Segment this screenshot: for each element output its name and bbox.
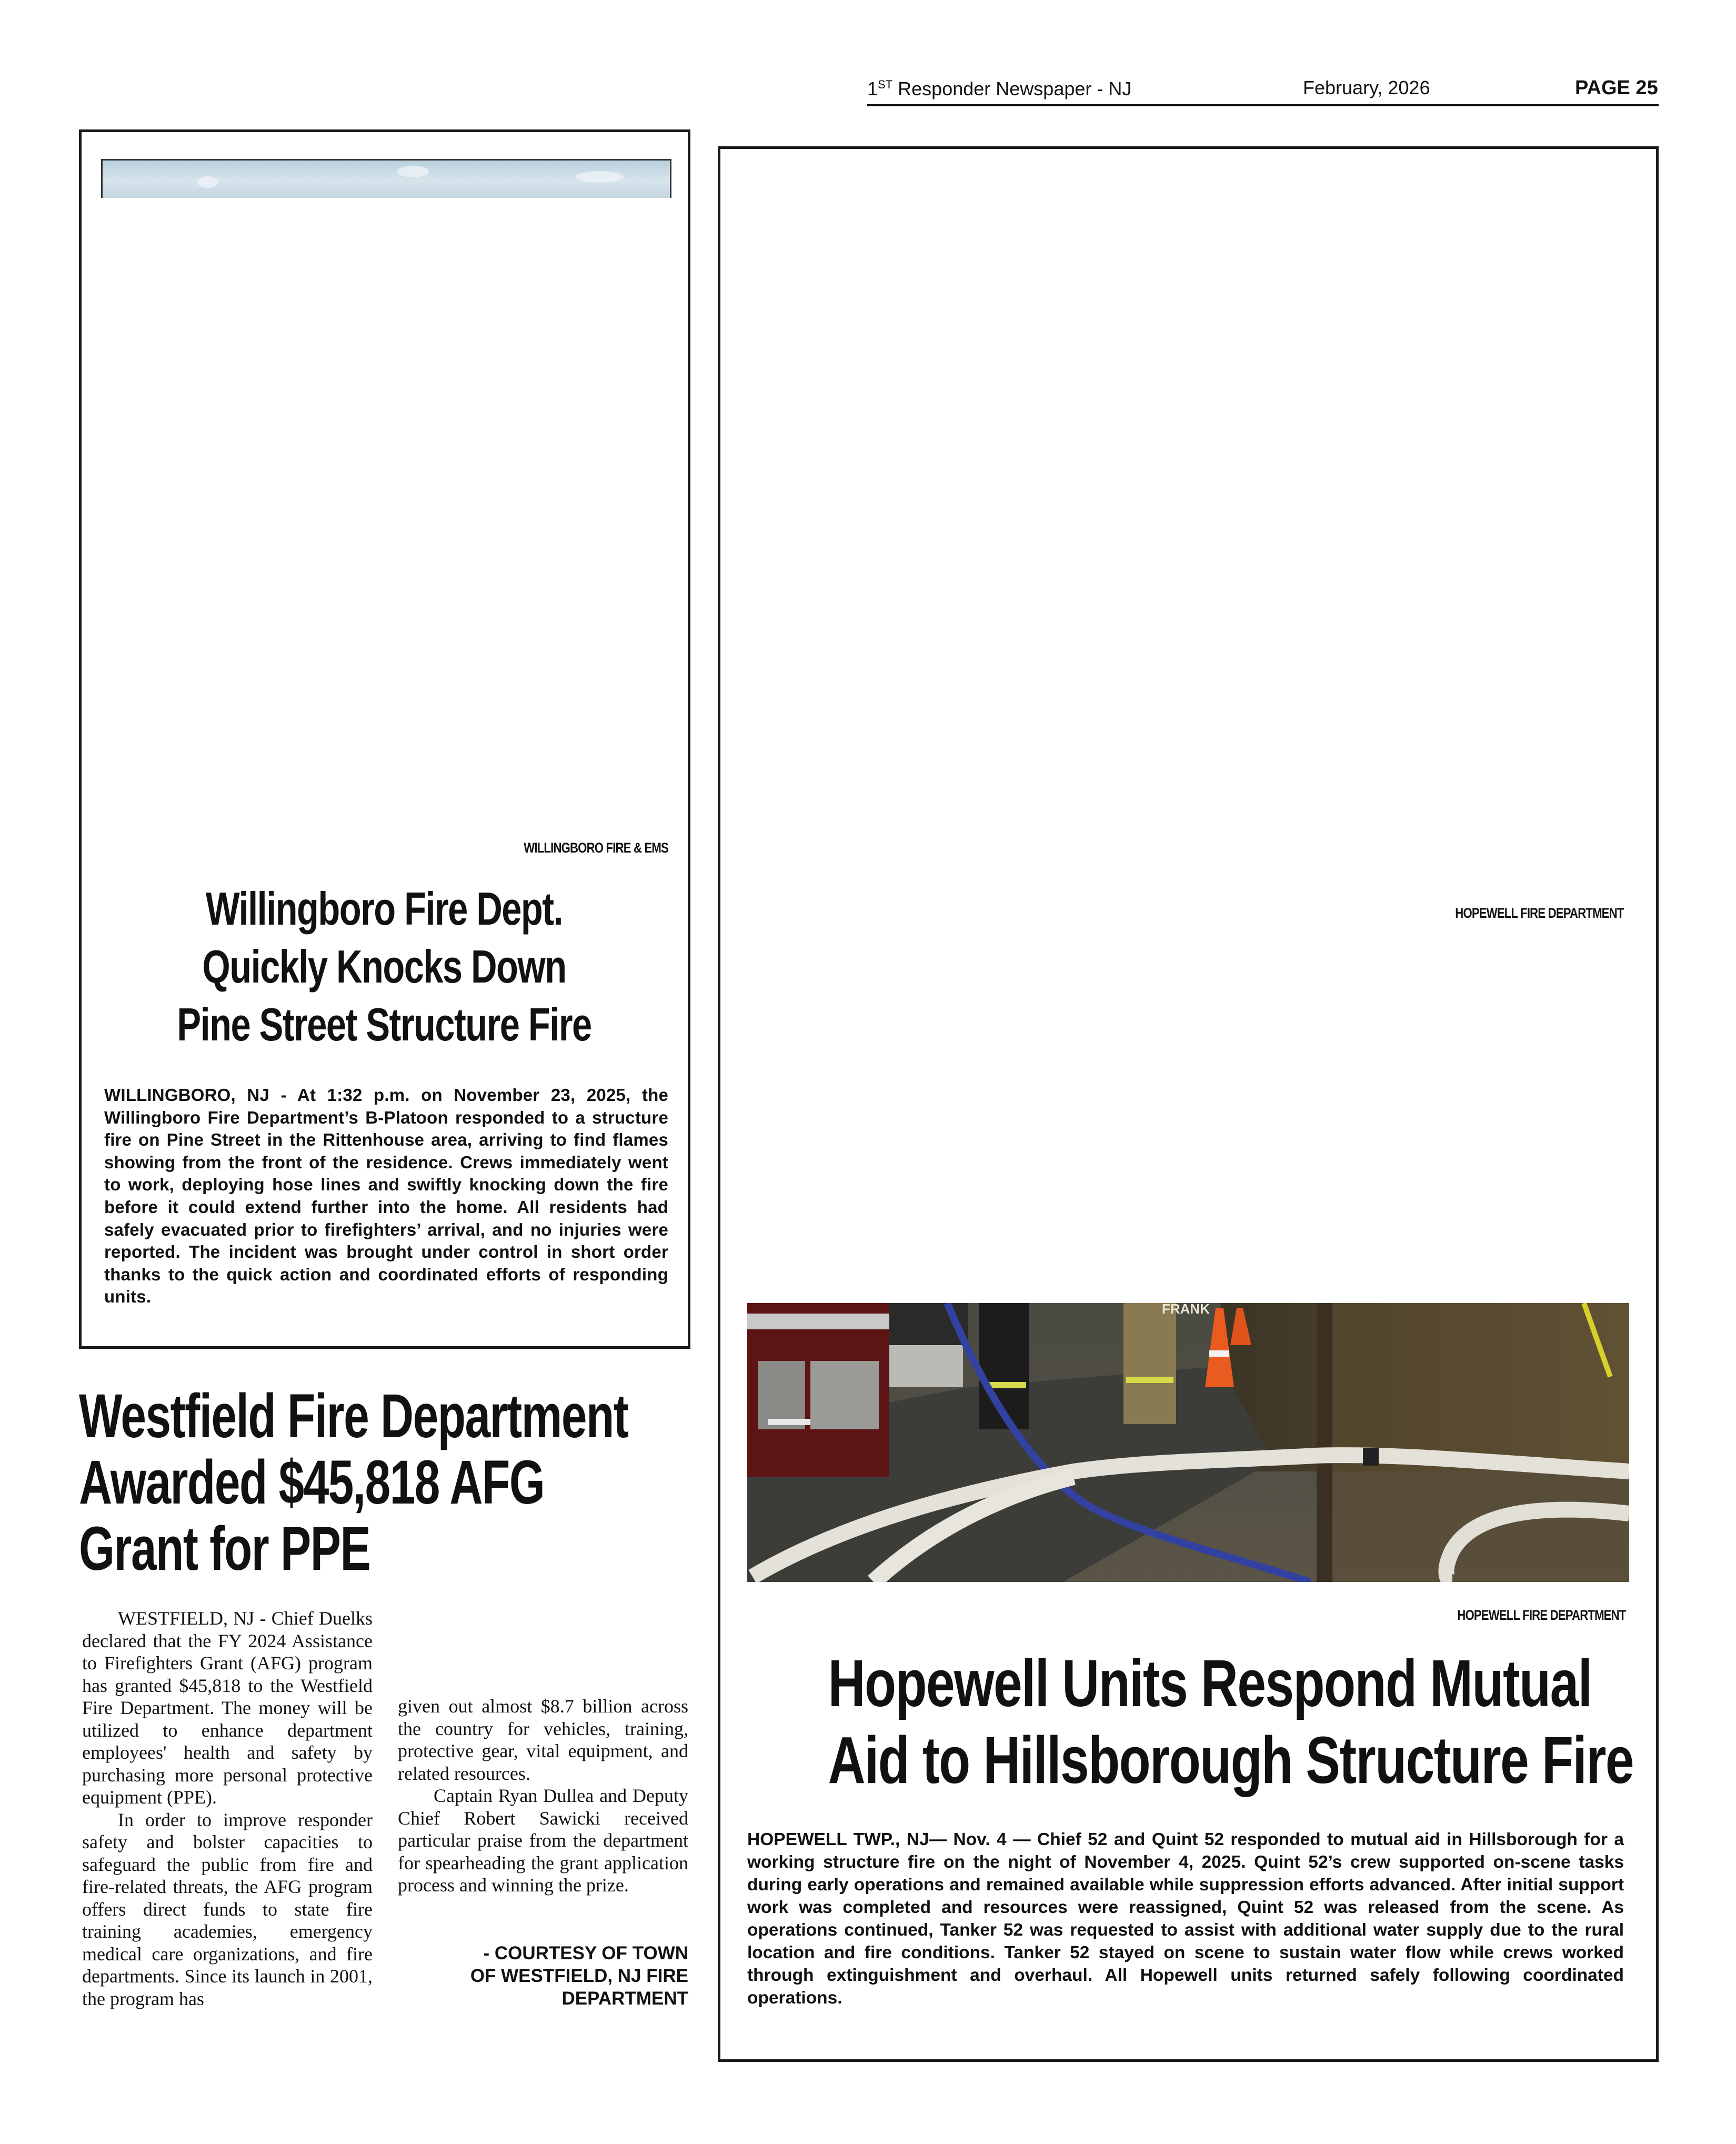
header-rule [867, 104, 1659, 106]
headline-line: Willingboro Fire Dept. [205, 883, 563, 935]
westfield-column-2 [398, 1695, 688, 1897]
issue-date: February, 2026 [1303, 77, 1430, 98]
publication-name: 1ST Responder Newspaper - NJ [867, 78, 1132, 99]
headline-line: Hopewell Units Respond Mutual [828, 1646, 1592, 1720]
westfield-paragraph: Captain Ryan Dullea and Deputy Chief Robert Sawicki received particular praise from the department for spearheading the grant application process and winning the prize. [398, 1785, 688, 1896]
hopewell-photo [747, 1303, 1629, 1582]
hopewell-body: HOPEWELL TWP., NJ— Nov. 4 — Chief 52 and Quint 52 responded to mutual aid in Hillsborough for a working structure fire on the night of November 4, 2025. Quint 52’s crew supported on-scene tasks during early operations and remained available while suppression efforts advanced. After initial support work was completed and resources were reassigned, Quint 52 was released from the scene. As operations continued, Tanker 52 was requested to assist with additional water supply due to the rural location and fire conditions. Tanker 52 stayed on scene to sustain water flow while crews worked through extinguishment and overhaul. All Hopewell units returned safely following coordinated operations. [747, 1830, 1624, 2008]
courtesy-line: OF WESTFIELD, NJ FIRE [470, 1966, 688, 1986]
willingboro-photo [101, 159, 671, 198]
hopewell-photo-credit-top: HOPEWELL FIRE DEPARTMENT [1455, 905, 1624, 921]
headline-line: Westfield Fire Department [79, 1381, 628, 1451]
willingboro-photo-credit: WILLINGBORO FIRE & EMS [524, 840, 668, 856]
headline-line: Grant for PPE [79, 1514, 370, 1584]
courtesy-line: - COURTESY OF TOWN [483, 1943, 688, 1963]
willingboro-body: WILLINGBORO, NJ - At 1:32 p.m. on November 23, 2025, the Willingboro Fire Department’s B-Platoon responded to a structure fire on Pine Street in the Rittenhouse area, arriving to find flames showing from the front of the residence. Crews immediately went to work, deploying hose lines and swiftly knocking down the fire before it could extend further into the home. All residents had safely evacuated prior to firefighters’ arrival, and no injuries were reported. The incident was brought under control in short order thanks to the quick action and coordinated efforts of responding units. [104, 1085, 668, 1307]
westfield-headline [79, 1383, 700, 1582]
page-number: PAGE 25 [1575, 77, 1658, 99]
westfield-courtesy [470, 1942, 688, 2010]
westfield-column-1 [82, 1607, 373, 2010]
westfield-paragraph: WESTFIELD, NJ - Chief Duelks declared that the FY 2024 Assistance to Firefighters Grant (AFG) program has granted $45,818 to the Westfield Fire Department. The money will be utilized to enhance department employees' health and safety by purchasing more personal protective equipment (PPE). [82, 1608, 373, 1808]
hopewell-photo-credit: HOPEWELL FIRE DEPARTMENT [1457, 1607, 1626, 1623]
photo-text: FRANK [1162, 1303, 1210, 1317]
headline-line: Pine Street Structure Fire [177, 998, 591, 1050]
willingboro-headline [95, 880, 674, 1054]
hopewell-headline [726, 1645, 1652, 1799]
headline-line: Awarded $45,818 AFG [79, 1448, 545, 1517]
courtesy-line: DEPARTMENT [561, 1988, 688, 2009]
headline-line: Quickly Knocks Down [202, 940, 566, 993]
headline-line: Aid to Hillsborough Structure Fire [828, 1723, 1633, 1797]
westfield-paragraph: In order to improve responder safety and bolster capacities to safeguard the public from fire and fire-related threats, the AFG program offers direct funds to state fire training academies, emergency medical care organizations, and fire departments. Since its launch in 2001, the program has [82, 1809, 373, 2009]
westfield-paragraph: given out almost $8.7 billion across the country for vehicles, training, protective gear, vital equipment, and related resources. [398, 1696, 688, 1784]
